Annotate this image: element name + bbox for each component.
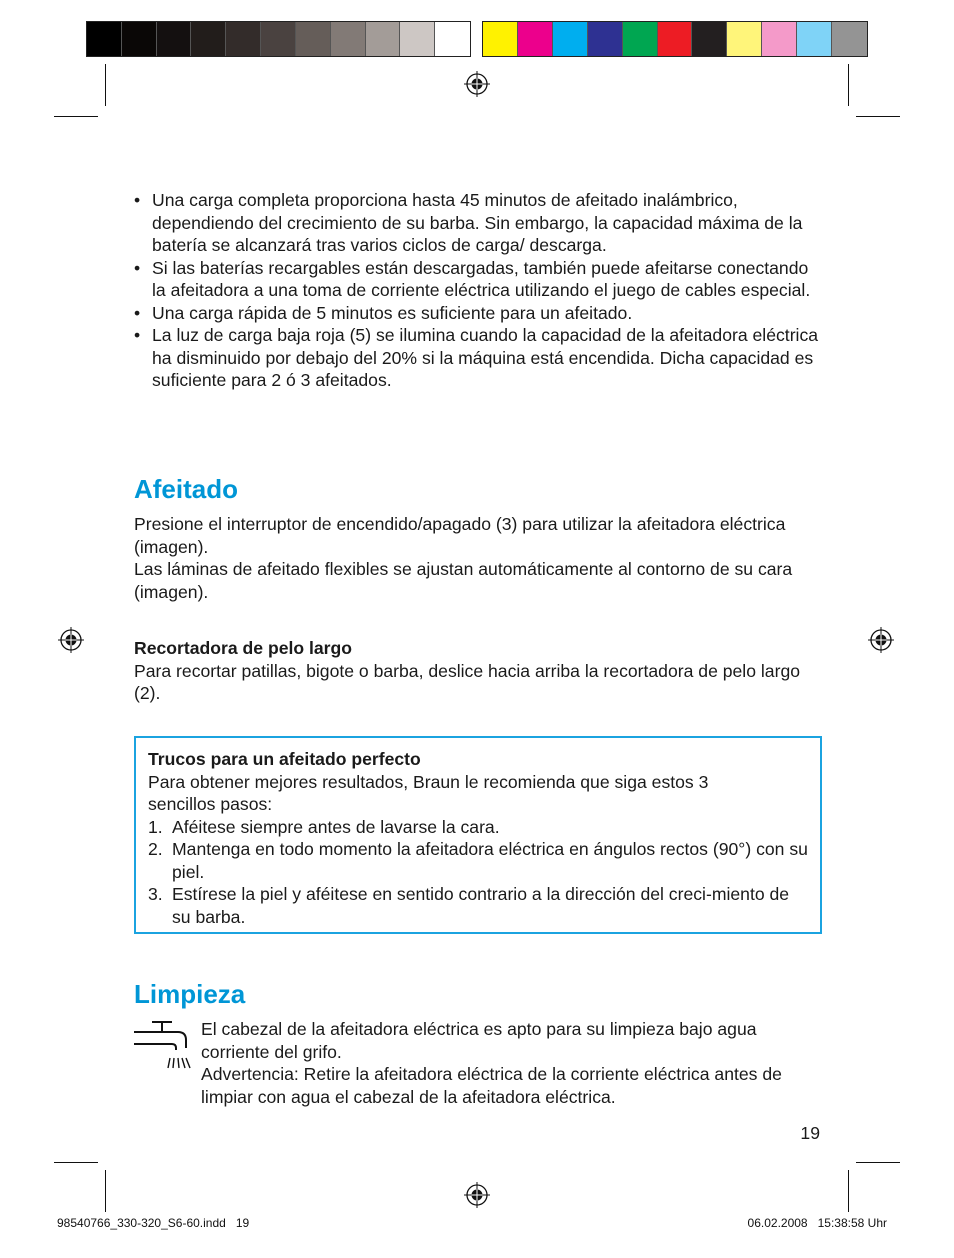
list-item xyxy=(148,838,808,883)
step-text: Mantenga en todo momento la afeitadora eléctrica en ángulos rectos (90°) con su piel. xyxy=(172,839,808,882)
trimmer-section xyxy=(134,637,824,705)
step-number: 1. xyxy=(148,816,163,837)
color-swatch xyxy=(191,22,226,56)
shaving-text xyxy=(134,513,824,603)
footer-timestamp: 06.02.2008 15:38:58 Uhr xyxy=(747,1216,887,1230)
list-item: • Una carga rápida de 5 minutos es suficiente para un afeitado. xyxy=(134,302,824,325)
color-swatch xyxy=(483,22,518,56)
color-swatch xyxy=(762,22,797,56)
trimmer-subheading: Recortadora de pelo largo xyxy=(134,638,353,658)
grayscale-color-bar xyxy=(86,21,471,57)
color-swatch xyxy=(623,22,658,56)
cleaning-paragraph: Advertencia: Retire la afeitadora eléctrica de la corriente eléctrica antes de limpiar con agua el cabezal de la afeitadora eléctrica. xyxy=(201,1064,782,1107)
cleaning-text xyxy=(201,1018,821,1108)
color-swatch xyxy=(122,22,157,56)
crop-mark xyxy=(856,116,900,117)
color-swatch xyxy=(366,22,401,56)
color-swatch xyxy=(727,22,762,56)
crop-mark xyxy=(848,64,849,106)
color-swatch xyxy=(588,22,623,56)
trimmer-text: Para recortar patillas, bigote o barba, deslice hacia arriba la recortadora de pelo largo (2). xyxy=(134,660,801,703)
color-swatch xyxy=(518,22,553,56)
registration-mark-icon xyxy=(58,627,84,653)
water-tap-icon xyxy=(132,1020,192,1072)
list-item xyxy=(148,883,808,928)
color-swatch xyxy=(226,22,261,56)
crop-mark xyxy=(105,64,106,106)
step-number: 2. xyxy=(148,839,163,859)
color-swatch xyxy=(296,22,331,56)
color-swatch xyxy=(832,22,867,56)
crop-mark xyxy=(105,1170,106,1212)
color-swatch xyxy=(261,22,296,56)
list-item xyxy=(148,816,808,839)
crop-mark xyxy=(54,1162,98,1163)
color-swatch xyxy=(400,22,435,56)
registration-mark-icon xyxy=(868,627,894,653)
page-number: 19 xyxy=(800,1123,820,1143)
step-text: Aféitese siempre antes de lavarse la cara. xyxy=(172,816,500,837)
list-item: • Una carga completa proporciona hasta 45 minutos de afeitado inalámbrico, dependiendo del crecimiento de su barba. Sin embargo, la capacidad máxima de la batería se alcanzará tras varios ciclos de carga/ descarga. xyxy=(134,189,824,257)
step-text: Estírese la piel y aféitese en sentido contrario a la dirección del creci-miento de su barba. xyxy=(172,884,790,927)
tips-steps xyxy=(148,816,808,929)
crop-mark xyxy=(848,1170,849,1212)
shaving-paragraph: Las láminas de afeitado flexibles se ajustan automáticamente al contorno de su cara (imagen). xyxy=(134,559,793,602)
footer-file-name: 98540766_330-320_S6-60.indd 19 xyxy=(57,1216,250,1230)
color-swatch xyxy=(157,22,192,56)
section-heading-shaving: Afeitado xyxy=(134,474,238,504)
cleaning-paragraph: El cabezal de la afeitadora eléctrica es apto para su limpieza bajo agua corriente del grifo. xyxy=(201,1019,757,1062)
color-swatch xyxy=(435,22,470,56)
color-swatch xyxy=(797,22,832,56)
tips-intro: Para obtener mejores resultados, Braun le recomienda que siga estos 3 sencillos pasos: xyxy=(148,771,709,814)
color-swatch xyxy=(553,22,588,56)
crop-mark xyxy=(856,1162,900,1163)
list-item: • Si las baterías recargables están descargadas, también puede afeitarse conectando la afeitadora a una toma de corriente eléctrica utilizando el juego de cables especial. xyxy=(134,257,824,302)
battery-info-list xyxy=(134,189,824,392)
tips-title: Trucos para un afeitado perfecto xyxy=(148,749,421,769)
shaving-paragraph: Presione el interruptor de encendido/apagado (3) para utilizar la afeitadora eléctrica (imagen). xyxy=(134,514,786,557)
step-number: 3. xyxy=(148,884,163,904)
registration-mark-icon xyxy=(464,71,490,97)
color-swatch xyxy=(331,22,366,56)
color-swatch xyxy=(692,22,727,56)
section-heading-cleaning: Limpieza xyxy=(134,979,246,1009)
process-color-bar xyxy=(482,21,868,57)
color-swatch xyxy=(658,22,693,56)
crop-mark xyxy=(54,116,98,117)
list-item: • La luz de carga baja roja (5) se ilumina cuando la capacidad de la afeitadora eléctrica ha disminuido por debajo del 20% si la máquina está encendida. Dicha capacidad es suficiente para 2 ó 3 afeitados. xyxy=(134,324,824,392)
tips-box xyxy=(134,736,822,934)
registration-mark-icon xyxy=(464,1182,490,1208)
color-swatch xyxy=(87,22,122,56)
